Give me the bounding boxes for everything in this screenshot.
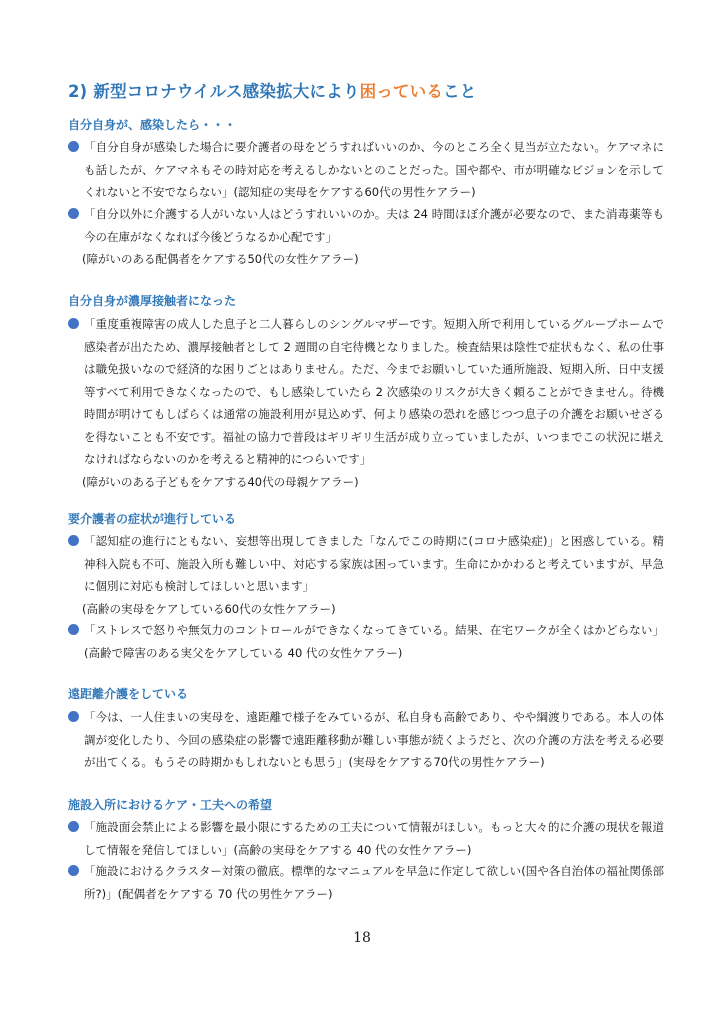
list-item	[68, 203, 664, 271]
section-heading-close-contact: 自分自身が濃厚接触者になった	[68, 294, 237, 308]
quote-attribution: (高齢の実母をケアしている60代の女性ケアラー)	[82, 601, 336, 616]
quote-text: 「今は、一人住まいの実母を、遠距離で様子をみているが、私自身も高齢であり、やや綱渡りである。本人の体調が変化したり、今回の感染症の影響で遠距離移動が難しい事態が続くようだと、次の介護の方法を考える必要が出てくる。もうその時期かもしれないとも思う」(実母をケアする70代の男性ケアラー)	[84, 710, 664, 769]
quote-text: 「ストレスで怒りや無気力のコントロールができなくなってきている。結果、在宅ワークが全くはかどらない」(高齢で障害のある実父をケアしている 40 代の女性ケアラー)	[84, 623, 664, 660]
title-accent: 困っている	[359, 82, 444, 101]
quote-text: 「施設面会禁止による影響を最小限にするための工夫について情報がほしい。もっと大々的に介護の現状を報道して情報を発信してほしい」(高齢の実母をケアする 40 代の女性ケアラー)	[84, 820, 664, 857]
quote-attribution: (障がいのある子どもをケアする40代の母親ケアラー)	[82, 474, 359, 489]
list-item	[68, 816, 664, 861]
title-tail: こと	[443, 82, 477, 101]
section-heading-facility-care: 施設入所におけるケア・工夫への希望	[68, 798, 273, 812]
section-heading-symptoms-progress: 要介護者の症状が進行している	[68, 512, 237, 526]
bullet-icon	[68, 208, 79, 219]
list-item	[68, 619, 664, 664]
bullet-icon	[68, 821, 79, 832]
quote-attribution: (障がいのある配偶者をケアする50代の女性ケアラー)	[82, 252, 359, 266]
bullet-icon	[68, 535, 79, 546]
quote-text: 「認知症の進行にともない、妄想等出現してきました「なんでこの時期に(コロナ感染症)」と困惑している。精神科入院も不可、施設入所も難しい中、対応する家族は困っています。生命にかかわると考えていますが、早急に個別に対応も検討してほしいと思います」	[84, 534, 664, 593]
quote-text: 「施設におけるクラスター対策の徹底。標準的なマニュアルを早急に作定して欲しい(国や各自治体の福祉関係部所?)」(配偶者をケアする 70 代の男性ケアラー)	[84, 864, 664, 901]
page-title	[68, 78, 476, 102]
bullet-icon	[68, 624, 79, 635]
section-heading-long-distance-care: 遠距離介護をしている	[68, 687, 189, 701]
quote-text: 「自分自身が感染した場合に要介護者の母をどうすればいいのか、今のところ全く見当が立たない。ケアマネにも話したが、ケアマネもその時対応を考えるしかないとのことだった。国や都や、市が明確なビジョンを示してくれないと不安でならない」(認知症の実母をケアする60代の男性ケアラー)	[84, 140, 664, 199]
bullet-icon	[68, 318, 79, 329]
section-heading-infected-self: 自分自身が、感染したら・・・	[68, 118, 237, 132]
list-item	[68, 530, 664, 620]
quote-text: 「重度重複障害の成人した息子と二人暮らしのシングルマザーです。短期入所で利用しているグループホームで感染者が出たため、濃厚接触者として 2 週間の自宅待機となりました。検査結果は陰性で症状もなく、私の仕事は職免扱いなので経済的な困りごとはありません。ただ、今までお願いしていた通所施設、短期入所、日中支援等すべて利用できなくなったので、もし感染していたら 2 次感染のリスクが大きく頼ることができません。待機時間が明けてもしばらくは通常の施設利用が見込めず、何より感染の恐れを感じつつ息子の介護をお願いせざるを得ないことも不安です。福祉の協力で普段はギリギリ生活が成り立っていましたが、いつまでこの状況に堪えなければならないのかを考えると精神的につらいです」	[84, 317, 664, 466]
bullet-icon	[68, 711, 79, 722]
quote-text: 「自分以外に介護する人がいない人はどうすれいいのか。夫は 24 時間ほぼ介護が必要なので、また消毒薬等も今の在庫がなくなれば今後どうなるか心配です」	[84, 207, 664, 244]
list-item	[68, 860, 664, 905]
list-item	[68, 136, 664, 204]
bullet-icon	[68, 141, 79, 152]
bullet-icon	[68, 865, 79, 876]
list-item	[68, 706, 664, 774]
page-number: 18	[353, 930, 371, 946]
title-main: 2) 新型コロナウイルス感染拡大により	[68, 82, 360, 101]
list-item	[68, 313, 664, 493]
